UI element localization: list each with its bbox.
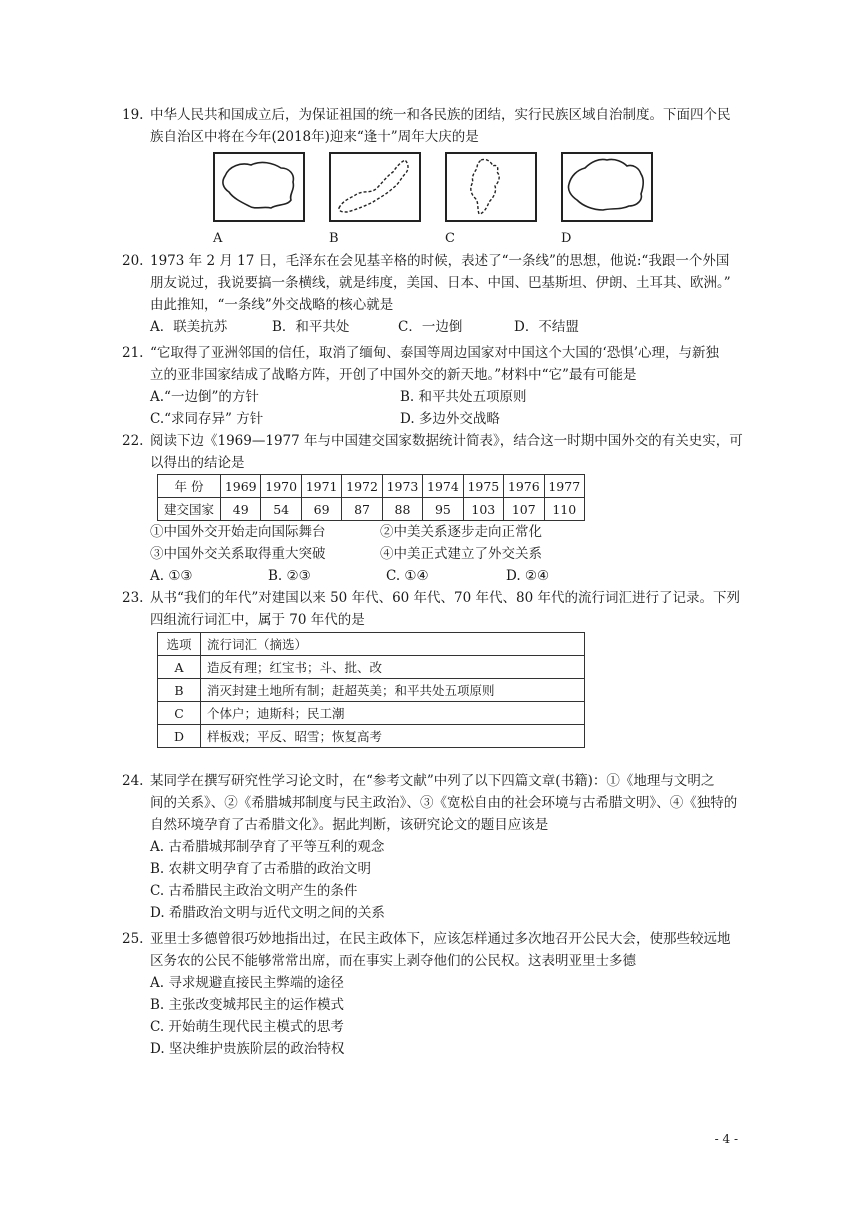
option-d: D. 多边外交战略: [400, 411, 500, 427]
map-d-box: [561, 152, 653, 222]
map-label-a: A: [213, 231, 223, 246]
option-d: D．不结盟: [514, 319, 579, 335]
question-text-line: 从书“我们的年代”对建国以来 50 年代、60 年代、70 年代、80 年代的流行词汇进行了记录。下列: [150, 590, 740, 606]
question-25: [122, 928, 742, 1060]
options-row: [122, 408, 742, 430]
table-cell: 54: [261, 498, 301, 521]
table-cell: 88: [382, 498, 422, 521]
option-a: A.“一边倒”的方针: [150, 389, 259, 405]
options-row: [122, 316, 742, 338]
table-cell: 103: [463, 498, 503, 521]
table-cell: 1971: [301, 475, 341, 498]
table-cell: 49: [221, 498, 261, 521]
table-cell: 110: [544, 498, 585, 521]
question-text-line: 阅读下边《1969—1977 年与中国建交国家数据统计简表》，结合这一时期中国外交的有关史实，可: [150, 433, 743, 449]
statement-3: ③中国外交关系取得重大突破: [150, 546, 326, 562]
table-row: [158, 725, 585, 748]
option-c: C. 古希腊民主政治文明产生的条件: [150, 883, 358, 899]
question-text-line: 区务农的公民不能够常常出席，而在事实上剥夺他们的公民权。这表明亚里士多德: [150, 953, 636, 969]
map-options: [213, 152, 653, 246]
option-d: D. ②④: [506, 568, 550, 584]
option-a: A. ①③: [150, 568, 193, 584]
map-tibet-icon: [215, 154, 303, 220]
table-cell: 1973: [382, 475, 422, 498]
question-23: [122, 587, 742, 631]
table-cell: B: [158, 679, 201, 702]
table-row: [158, 702, 585, 725]
table-cell: 1977: [544, 475, 585, 498]
question-22-statements: [122, 521, 742, 587]
map-xinjiang-icon: [563, 154, 651, 220]
table-cell: 1969: [221, 475, 261, 498]
table-header-cell: 建交国家: [158, 498, 221, 521]
table-cell: 1974: [423, 475, 463, 498]
table-row: [158, 498, 585, 521]
question-number: 21.: [122, 345, 144, 361]
table-cell: 1975: [463, 475, 503, 498]
table-cell: 107: [504, 498, 544, 521]
option-b: B. 主张改变城邦民主的运作模式: [150, 997, 345, 1013]
question-text-line: 1973 年 2 月 17 日，毛泽东在会见基辛格的时候，表述了“一条线”的思想，他说:“我跟一个外国: [150, 253, 730, 269]
table-row: [158, 633, 585, 656]
map-label-b: B: [329, 231, 339, 246]
question-text-line: 由此推知，“一条线”外交战略的核心就是: [150, 297, 394, 313]
question-text-line: 亚里士多德曾很巧妙地指出过，在民主政体下，应该怎样通过多次地召开公民大会，使那些较远地: [150, 931, 731, 947]
option-b: B．和平共处: [272, 319, 350, 335]
option-b: B. 农耕文明孕育了古希腊的政治文明: [150, 861, 372, 877]
option-a: A. 寻求规避直接民主弊端的途径: [150, 975, 344, 991]
table-cell: 1970: [261, 475, 301, 498]
question-20: [122, 250, 742, 338]
question-text-line: 族自治区中将在今年(2018年)迎来“逢十”周年大庆的是: [150, 129, 479, 145]
table-cell: 1972: [342, 475, 382, 498]
question-text-line: 间的关系》、②《希腊城邦制度与民主政治》、③《宽松自由的社会环境与古希腊文明》、④《独特的: [150, 795, 738, 811]
option-b: B. 和平共处五项原则: [400, 389, 527, 405]
question-number: 24.: [122, 773, 144, 789]
options-row: [122, 565, 742, 587]
statements-row: [122, 543, 742, 565]
option-d: D. 希腊政治文明与近代文明之间的关系: [150, 905, 385, 921]
option-a: A．联美抗苏: [150, 319, 228, 335]
statements-row: [122, 521, 742, 543]
table-cell: 样板戏；平反、昭雪；恢复高考: [201, 725, 585, 748]
table-row: [158, 656, 585, 679]
option-a: A. 古希腊城邦制孕育了平等互利的观念: [150, 839, 385, 855]
question-text-line: 四组流行词汇中，属于 70 年代的是: [150, 612, 365, 628]
options-row: [122, 386, 742, 408]
table-header-cell: 选项: [158, 633, 201, 656]
question-number: 23.: [122, 590, 144, 606]
question-24: [122, 770, 742, 924]
map-b-box: [329, 152, 421, 222]
question-text-line: 朋友说过，我说要搞一条横线，就是纬度，美国、日本、中国、巴基斯坦、伊朗、土耳其、欧洲。”: [150, 275, 731, 291]
question-number: 25.: [122, 931, 144, 947]
question-text-line: 中华人民共和国成立后，为保证祖国的统一和各民族的团结，实行民族区域自治制度。下面四个民: [150, 107, 731, 123]
question-21: [122, 342, 742, 430]
question-number: 20.: [122, 253, 144, 269]
table-cell: 95: [423, 498, 463, 521]
option-c: C. 开始萌生现代民主模式的思考: [150, 1019, 344, 1035]
table-cell: D: [158, 725, 201, 748]
statement-2: ②中美关系逐步走向正常化: [380, 524, 542, 540]
option-c: C.“求同存异” 方针: [150, 411, 264, 427]
question-text-line: 某同学在撰写研究性学习论文时，在“参考文献”中列了以下四篇文章(书籍)：①《地理与文明之: [150, 773, 715, 789]
map-inner-mongolia-icon: [331, 154, 419, 220]
option-d: D. 坚决维护贵族阶层的政治特权: [150, 1041, 345, 1057]
table-row: [158, 679, 585, 702]
map-label-d: D: [561, 231, 572, 246]
question-text-line: “它取得了亚洲邻国的信任，取消了缅甸、泰国等周边国家对中国这个大国的‘恐惧’心理，与新独: [150, 345, 719, 361]
statement-1: ①中国外交开始走向国际舞台: [150, 524, 326, 540]
question-text-line: 以得出的结论是: [150, 455, 245, 471]
table-cell: 消灭封建土地所有制；赶超英美；和平共处五项原则: [201, 679, 585, 702]
popular-words-table: [157, 632, 585, 748]
question-number: 22.: [122, 433, 144, 449]
question-19: [122, 104, 742, 148]
table-cell: A: [158, 656, 201, 679]
map-label-c: C: [445, 231, 455, 246]
question-number: 19.: [122, 107, 144, 123]
question-text-line: 立的亚非国家结成了战略方阵，开创了中国外交的新天地。”材料中“它”最有可能是: [150, 367, 637, 383]
question-text-line: 自然环境孕育了古希腊文化》。据此判断，该研究论文的题目应该是: [150, 817, 549, 833]
table-cell: 69: [301, 498, 341, 521]
table-header-cell: 年 份: [158, 475, 221, 498]
table-cell: 87: [342, 498, 382, 521]
map-c-box: [445, 152, 537, 222]
option-b: B. ②③: [268, 568, 311, 584]
statement-4: ④中美正式建立了外交关系: [380, 546, 542, 562]
table-cell: 造反有理；红宝书；斗、批、改: [201, 656, 585, 679]
table-cell: C: [158, 702, 201, 725]
page-number: - 4 -: [714, 1132, 738, 1146]
table-cell: 1976: [504, 475, 544, 498]
table-header-cell: 流行词汇（摘选）: [201, 633, 585, 656]
option-c: C. ①④: [386, 568, 429, 584]
diplomatic-relations-table: [157, 474, 585, 521]
question-22: [122, 430, 742, 474]
table-cell: 个体户；迪斯科；民工潮: [201, 702, 585, 725]
map-ningxia-icon: [447, 154, 535, 220]
option-c: C．一边倒: [398, 319, 463, 335]
map-a-box: [213, 152, 305, 222]
table-row: [158, 475, 585, 498]
